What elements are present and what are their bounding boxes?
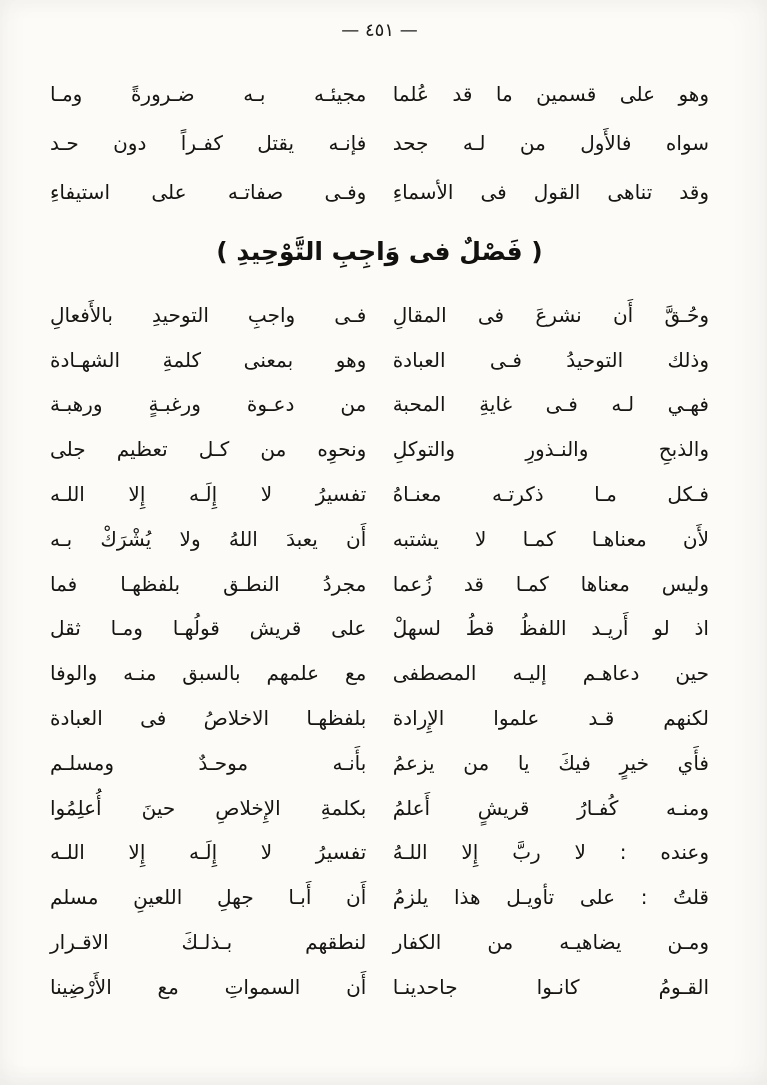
verse-line [50,831,709,876]
verse-line [50,965,709,1010]
hemistich-right: القـومُ كانـوا جاحدينـا [392,974,709,999]
hemistich-left: بأَنـه موحـدٌ ومسلـم [50,750,367,775]
hemistich-right: وذلك التوحيدُ فـى العبادة [392,347,709,372]
hemistich-right: لكنهم قـد علموا الإِرادة [392,706,709,731]
hemistich-left: وهو بمعنى كلمةِ الشهـادة [50,347,367,372]
hemistich-left: بكلمةِ الإِخلاصِ حينَ أُعلِمُوا [50,795,367,820]
hemistich-left: لنطقهم بـذلـكَ الاقـرار [50,930,367,955]
hemistich-left: تفسيرُ لا إِلَـه إِلا اللـه [50,482,367,507]
hemistich-left: فـى واجبِ التوحيدِ بالأَفعالِ [50,302,367,327]
verse-line [50,786,709,831]
hemistich-left: بلفظهـا الاخلاصُ فى العبادة [50,706,367,731]
hemistich-right: حين دعاهـم إليـه المصطفى [392,661,709,686]
hemistich-right: قلتُ : على تأويـل هذا يلزمُ [392,885,709,910]
verse-line [50,427,709,472]
hemistich-right: فـكل مـا ذكرتـه معنـاهُ [392,482,709,507]
verse-line [50,119,709,168]
hemistich-right: والذبحِ والنـذورِ والتوكلِ [392,437,709,462]
hemistich-left: أَن السمواتِ مع الأَرْضِينا [50,974,367,999]
verse-line [50,562,709,607]
verse-line [50,168,709,217]
hemistich-left: ونحوِه من كـل تعظيم جلى [50,437,367,462]
verse-line [50,70,709,119]
hemistich-right: ومنـه كُفـارُ قريشٍ أَعلمُ [392,795,709,820]
hemistich-left: أَن أَبـا جهلِ اللعينِ مسلم [50,885,367,910]
hemistich-right: وليس معناها كمـا قد زُعما [392,571,709,596]
verse-line [50,741,709,786]
hemistich-right: فأَي خيرٍ فيكَ يا من يزعمُ [392,750,709,775]
hemistich-right: لأَن معناهـا كمـا لا يشتبه [392,526,709,551]
top-verses-section [50,70,709,217]
page-number: — ٤٥١ — [341,20,418,41]
verse-line [50,472,709,517]
hemistich-right: سواه فالأَول من لـه جحد [392,131,709,155]
hemistich-right: وحُـقَّ أَن نشرعَ فى المقالِ [392,302,709,327]
hemistich-left: على قريش قولُهـا ومـا ثقل [50,616,367,641]
hemistich-right: ومـن يضاهيـه من الكفار [392,930,709,955]
verse-line [50,920,709,965]
hemistich-left: من دعـوة ورغبـةٍ ورهبـة [50,392,367,417]
verse-line [50,607,709,652]
verse-line [50,517,709,562]
hemistich-left: مجيئـه بـه ضـرورةً ومـا [50,82,367,106]
hemistich-left: مجردُ النطـق بلفظهـا فما [50,571,367,596]
hemistich-right: فهـي لـه فـى غايةِ المحبة [392,392,709,417]
hemistich-left: فإنـه يقتل كفـراً دون حـد [50,131,367,155]
verse-line [50,293,709,338]
hemistich-right: وعنده : لا ربَّ إِلا اللـهُ [392,840,709,865]
verse-line [50,383,709,428]
hemistich-right: وهو على قسمين ما قد عُلما [392,82,709,106]
verse-line [50,875,709,920]
hemistich-right: وقد تناهى القول فى الأسماءِ [392,180,709,204]
hemistich-left: تفسيرُ لا إِلَـه إِلا اللـه [50,840,367,865]
hemistich-left: وفـى صفاتـه على استيفاءِ [50,180,367,204]
section-heading: ( فَصْلٌ فى وَاجِبِ التَّوْحِيدِ ) [216,237,543,266]
hemistich-left: أَن يعبدَ اللهُ ولا يُشْرَكْ بـه [50,526,367,551]
verse-line [50,696,709,741]
hemistich-right: اذ لو أَريـد اللفظُ قطُ لسهلْ [392,616,709,641]
verse-line [50,338,709,383]
section-verses [50,293,709,1010]
verse-line [50,651,709,696]
hemistich-left: مع علمهم بالسبق منـه والوفا [50,661,367,686]
